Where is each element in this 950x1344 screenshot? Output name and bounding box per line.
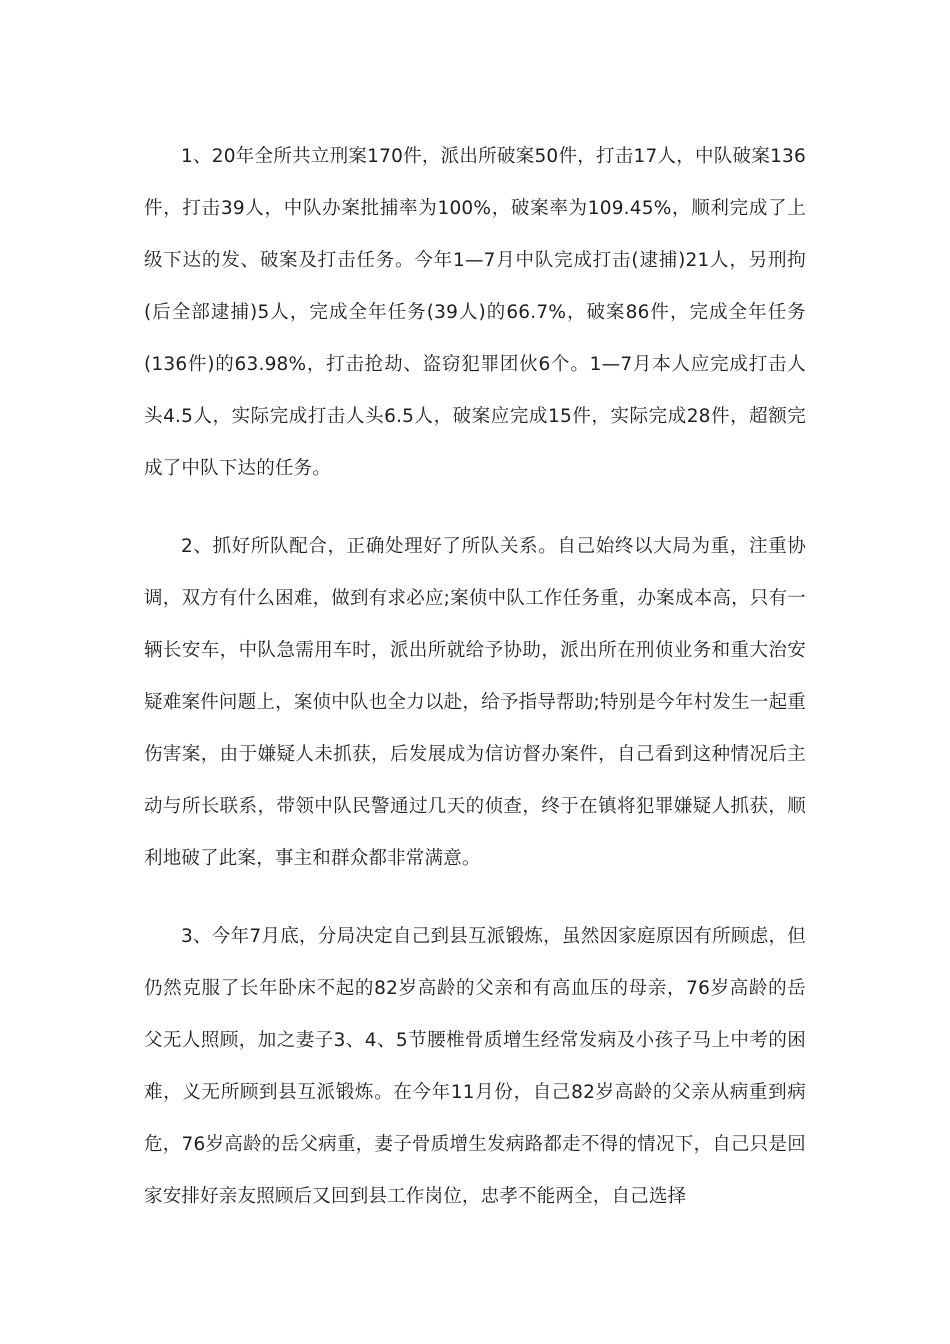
paragraph-2: 2、抓好所队配合，正确处理好了所队关系。自己始终以大局为重，注重协调，双方有什么困难，做到有求必应;案侦中队工作任务重，办案成本高，只有一辆长安车，中队急需用车时，派出所就给予协助，派出所在刑侦业务和重大治安疑难案件问题上，案侦中队也全力以赴，给予指导帮助;特别是今年村发生一起重伤害案，由于嫌疑人未抓获，后发展成为信访督办案件，自己看到这种情况后主动与所长联系，带领中队民警通过几天的侦查，终于在镇将犯罪嫌疑人抓获，顺利地破了此案，事主和群众都非常满意。	[144, 536, 806, 869]
paragraph-1: 1、20年全所共立刑案170件，派出所破案50件，打击17人，中队破案136件，打击39人，中队办案批捕率为100%，破案率为109.45%，顺利完成了上级下达的发、破案及打击任务。今年1—7月中队完成打击(逮捕)21人，另刑拘(后全部逮捕)5人，完成全年任务(39人)的66.7%，破案86件，完成全年任务(136件)的63.98%，打击抢劫、盗窃犯罪团伙6个。1—7月本人应完成打击人头4.5人，实际完成打击人头6.5人，破案应完成15件，实际完成28件，超额完成了中队下达的任务。	[144, 146, 806, 479]
paragraph-3: 3、今年7月底，分局决定自己到县互派锻炼，虽然因家庭原因有所顾虑，但仍然克服了长年卧床不起的82岁高龄的父亲和有高血压的母亲，76岁高龄的岳父无人照顾，加之妻子3、4、5节腰椎骨质增生经常发病及小孩子马上中考的困难，义无所顾到县互派锻炼。在今年11月份，自己82岁高龄的父亲从病重到病危，76岁高龄的岳父病重，妻子骨质增生发病路都走不得的情况下，自己只是回家安排好亲友照顾后又回到县工作岗位，忠孝不能两全，自己选择	[144, 926, 806, 1207]
